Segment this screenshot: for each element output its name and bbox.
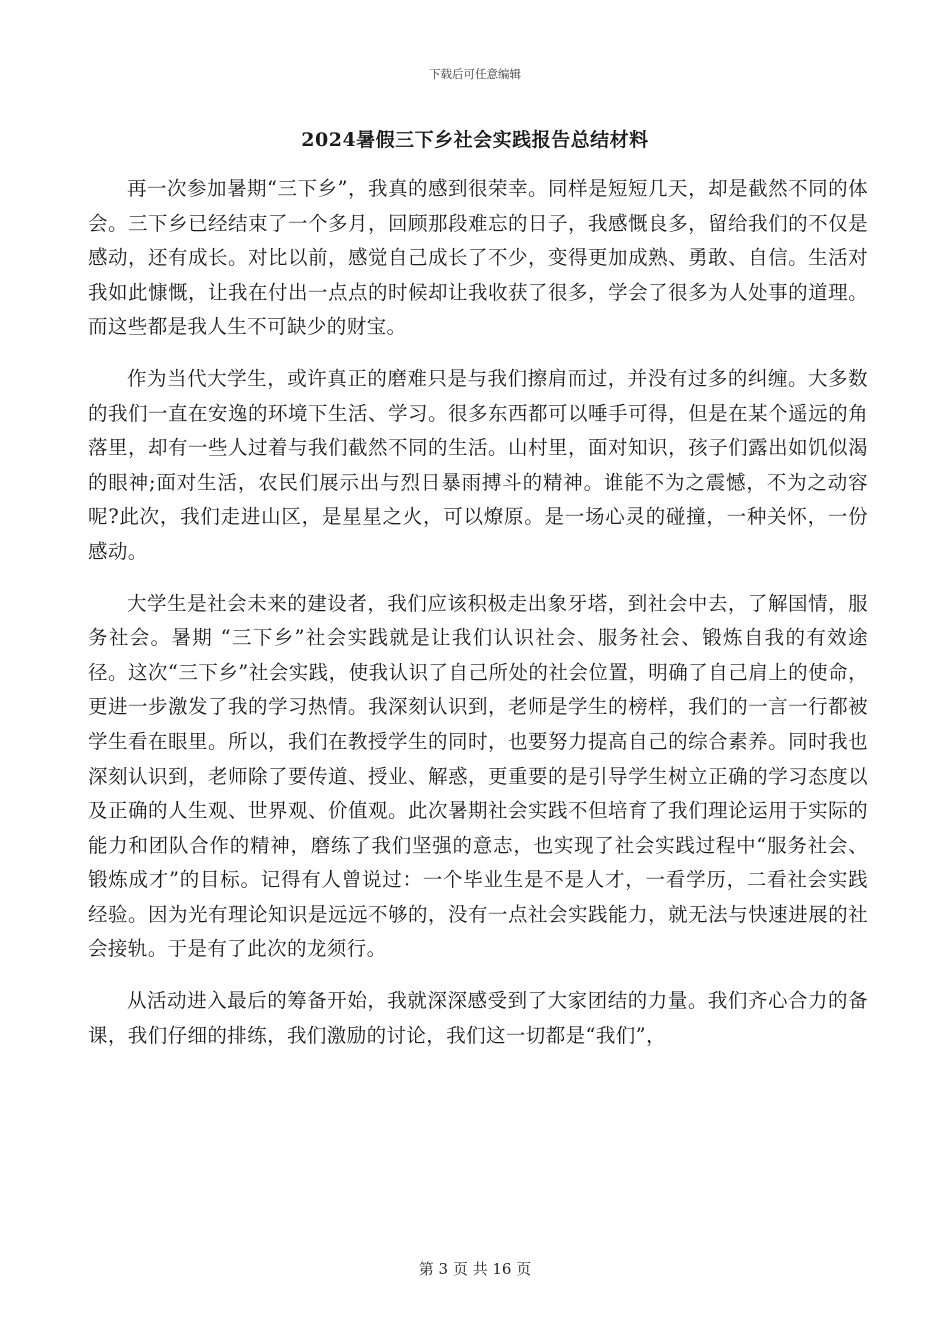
document-title: 2024暑假三下乡社会实践报告总结材料 (301, 129, 649, 151)
document-body (88, 172, 868, 1070)
page-number: 第 3 页 共 16 页 (418, 1260, 532, 1278)
paragraph-1: 再一次参加暑期“三下乡”，我真的感到很荣幸。同样是短短几天，却是截然不同的体会。三下乡已经结束了一个多月，回顾那段难忘的日子，我感慨良多，留给我们的不仅是感动，还有成长。对比以前，感觉自己成长了不少，变得更加成熟、勇敢、自信。生活对我如此慷慨，让我在付出一点点的时候却让我收获了很多，学会了很多为人处事的道理。而这些都是我人生不可缺少的财宝。 (88, 177, 868, 339)
paragraph-2: 作为当代大学生，或许真正的磨难只是与我们擦肩而过，并没有过多的纠缠。大多数的我们一直在安逸的环境下生活、学习。很多东西都可以唾手可得，但是在某个遥远的角落里，却有一些人过着与我们截然不同的生活。山村里，面对知识，孩子们露出如饥似渴的眼神;面对生活，农民们展示出与烈日暴雨搏斗的精神。谁能不为之震憾，不为之动容呢?此次，我们走进山区，是星星之火，可以燎原。是一场心灵的碰撞，一种关怀，一份感动。 (88, 366, 868, 563)
paragraph-3: 大学生是社会未来的建设者，我们应该积极走出象牙塔，到社会中去，了解国情，服务社会。暑期 “三下乡”社会实践就是让我们认识社会、服务社会、锻炼自我的有效途径。这次“三下乡”社会实践，使我认识了自己所处的社会位置，明确了自己肩上的使命，更进一步激发了我的学习热情。我深刻认识到，老师是学生的榜样，我们的一言一行都被学生看在眼里。所以，我们在教授学生的同时，也要努力提高自己的综合素养。同时我也深刻认识到，老师除了要传道、授业、解惑，更重要的是引导学生树立正确的学习态度以及正确的人生观、世界观、价值观。此次暑期社会实践不但培育了我们理论运用于实际的能力和团队合作的精神，磨练了我们坚强的意志，也实现了社会实践过程中“服务社会、锻炼成才”的目标。记得有人曾说过：一个毕业生是不是人才，一看学历，二看社会实践经验。因为光有理论知识是远远不够的，没有一点社会实践能力，就无法与快速进展的社会接轨。于是有了此次的龙须行。 (88, 591, 868, 961)
paragraph-4: 从活动进入最后的筹备开始，我就深深感受到了大家团结的力量。我们齐心合力的备课，我们仔细的排练，我们激励的讨论，我们这一切都是“我们”， (88, 989, 868, 1047)
header-note: 下载后可任意编辑 (429, 67, 521, 81)
